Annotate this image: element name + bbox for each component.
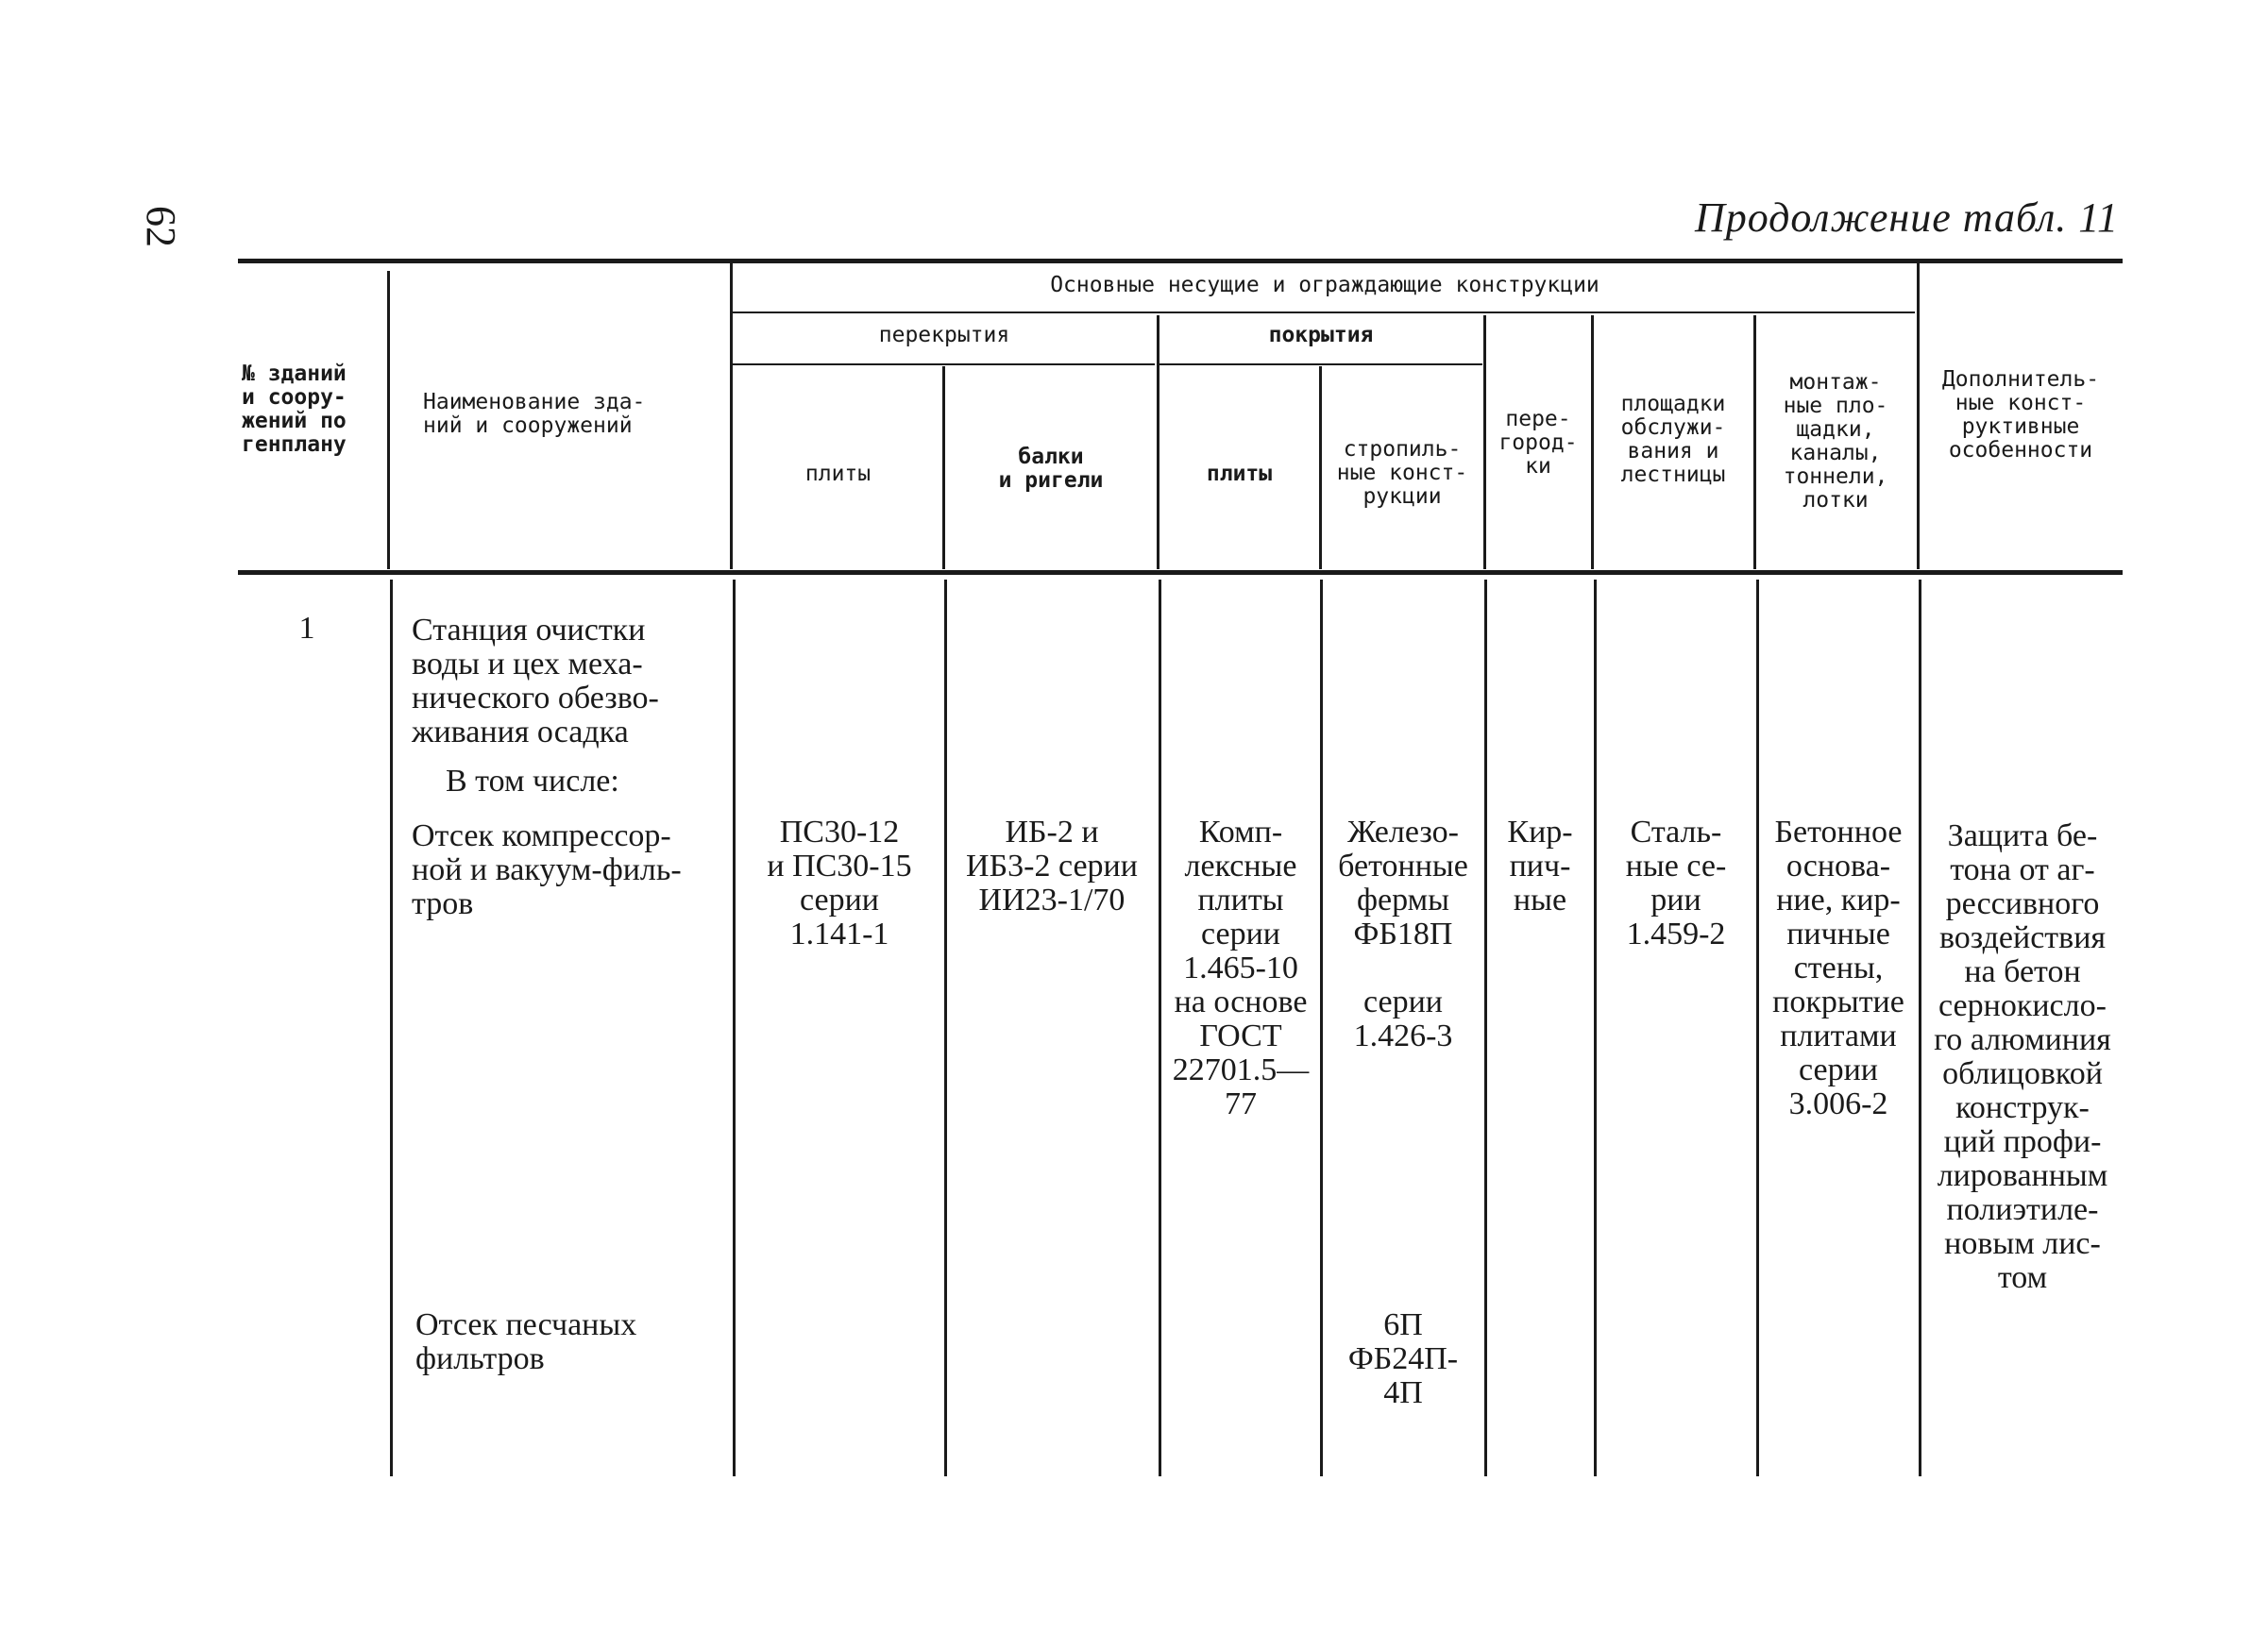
row-sub1-peregorodki: Кир- пич- ные bbox=[1507, 815, 1573, 918]
page-number: 62 bbox=[138, 206, 184, 247]
body-divider-3 bbox=[944, 580, 947, 1476]
subgroup-rule-perekrytiya bbox=[733, 363, 1155, 365]
col-divider-5 bbox=[1319, 366, 1322, 569]
body-divider-6 bbox=[1484, 580, 1487, 1476]
body-divider-4 bbox=[1159, 580, 1161, 1476]
header-balki-rigeli: балки и ригели bbox=[998, 445, 1104, 493]
row-sub1-stropil-seriya: серии 1.426-3 bbox=[1353, 985, 1453, 1053]
body-divider-9 bbox=[1919, 580, 1921, 1476]
row-in-that-label: В том числе: bbox=[446, 764, 619, 799]
body-divider-7 bbox=[1594, 580, 1597, 1476]
row-sub1-name: Отсек компрессор- ной и вакуум-филь- тров bbox=[412, 818, 682, 921]
col-divider-8 bbox=[1753, 315, 1756, 569]
row-sub1-pokrytiya-plity: Комп- лексные плиты серии 1.465-10 на основе ГОСТ 22701.5— 77 bbox=[1172, 815, 1310, 1121]
header-plity-perekrytiya: плиты bbox=[804, 462, 872, 486]
row-building-number: 1 bbox=[298, 611, 315, 646]
body-divider-2 bbox=[733, 580, 736, 1476]
subgroup-rule-pokrytiya bbox=[1159, 363, 1482, 365]
row-sub1-plity: ПС30-12 и ПС30-15 серии 1.141-1 bbox=[767, 815, 912, 951]
header-stropilnye: стропиль- ные конст- рукции bbox=[1336, 437, 1468, 509]
header-perekrytiya: перекрытия bbox=[878, 323, 1010, 347]
row-sub2-stropil: 6П ФБ24П- 4П bbox=[1347, 1307, 1459, 1410]
row-sub1-ploshchadki: Сталь- ные се- рии 1.459-2 bbox=[1625, 815, 1727, 951]
header-montazhnye: монтаж- ные пло- щадки, каналы, тоннели, лотки bbox=[1783, 370, 1888, 513]
col-divider-9 bbox=[1917, 263, 1920, 569]
row-sub1-stropil-fermy: Железо- бетонные фермы ФБ18П bbox=[1338, 815, 1468, 951]
table-continuation-caption: Продолжение табл. 11 bbox=[1694, 194, 2119, 241]
table-top-rule bbox=[238, 259, 2123, 263]
col-divider-1 bbox=[387, 271, 390, 569]
header-peregorodki: пере- город- ки bbox=[1498, 407, 1578, 479]
header-building-name: Наименование зда- ний и сооружений bbox=[423, 390, 646, 438]
row-sub1-montazh: Бетонное основа- ние, кир- пичные стены, покрытие плитами серии 3.006-2 bbox=[1772, 815, 1904, 1121]
header-dopolnitelnye: Дополнитель- ные конст- руктивные особенности bbox=[1941, 367, 2100, 463]
header-plity-pokrytiya: плиты bbox=[1206, 462, 1273, 486]
header-building-number: № зданий и соору- жений по генплану bbox=[242, 362, 347, 457]
col-divider-6 bbox=[1483, 315, 1486, 569]
body-divider-1 bbox=[390, 580, 393, 1476]
row-building-name: Станция очистки воды и цех меха- нического обезво- живания осадка bbox=[412, 613, 659, 749]
group-header-rule bbox=[733, 311, 1915, 313]
row-sub2-name: Отсек песчаных фильтров bbox=[415, 1307, 637, 1376]
col-divider-4 bbox=[1157, 315, 1159, 569]
header-ploshchadki: площадки обслужи- вания и лестницы bbox=[1620, 392, 1726, 487]
col-divider-7 bbox=[1591, 315, 1594, 569]
row-sub1-dopolnitelnye: Защита бе- тона от аг- рессивного воздействия на бетон сернокисло- го алюминия облицовкой конструк- ций профи- лированным полиэтиле- новым лис- том bbox=[1934, 818, 2111, 1295]
header-main-structures: Основные несущие и ограждающие конструкции bbox=[1050, 273, 1599, 297]
col-divider-2 bbox=[730, 263, 733, 569]
row-sub1-balki: ИБ-2 и ИБ3-2 серии ИИ23-1/70 bbox=[966, 815, 1138, 918]
header-pokrytiya: покрытия bbox=[1268, 323, 1374, 347]
header-bottom-rule bbox=[238, 570, 2123, 575]
col-divider-3 bbox=[942, 366, 945, 569]
